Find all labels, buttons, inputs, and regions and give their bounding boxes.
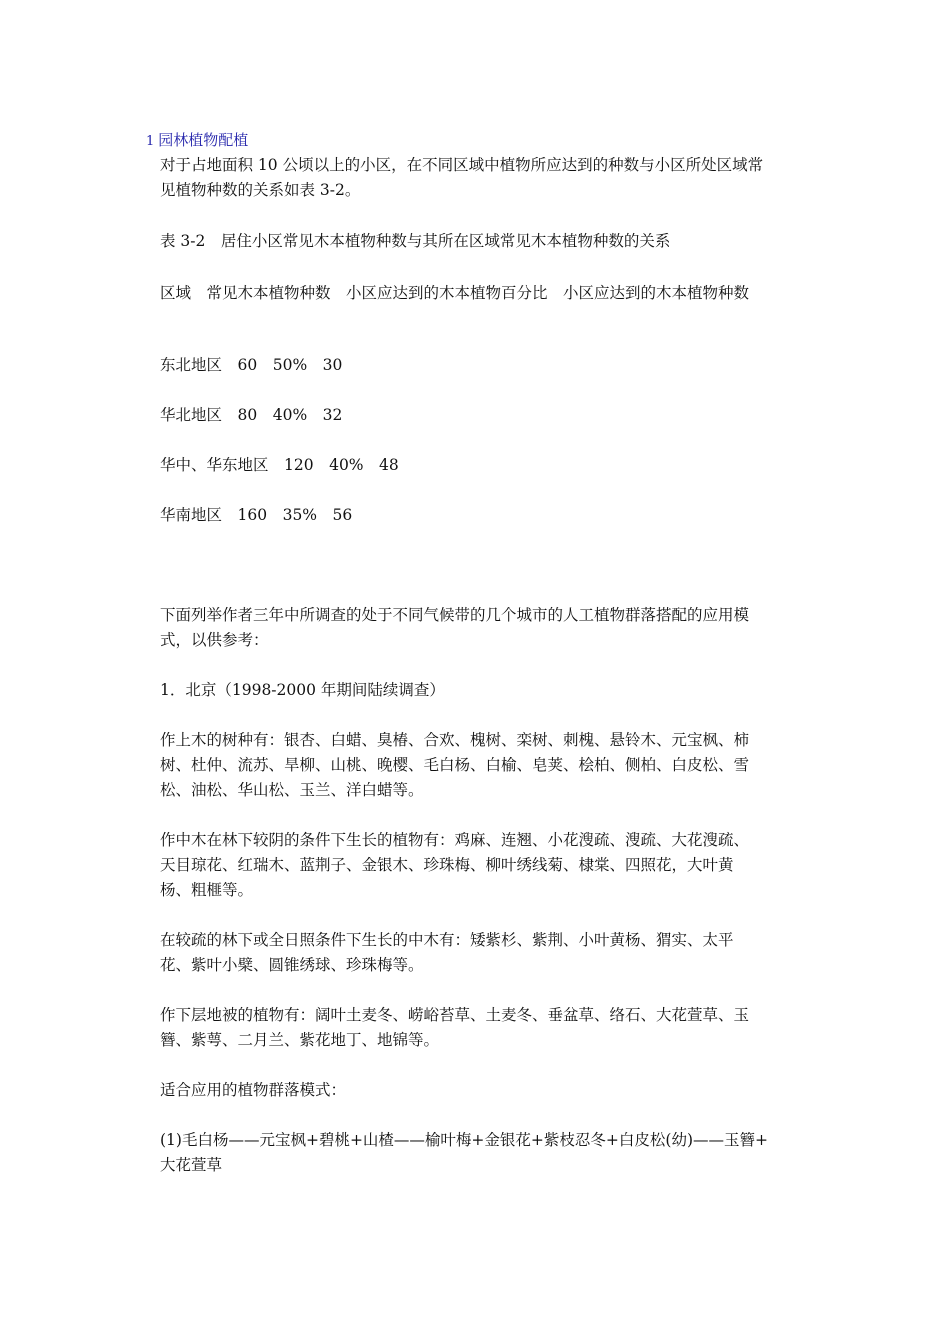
text-line: 簪、紫萼、二月兰、紫花地丁、地锦等。	[160, 1031, 440, 1049]
survey-intro-paragraph	[160, 603, 810, 653]
text-line: 在较疏的林下或全日照条件下生长的中木有：矮紫杉、紫荆、小叶黄杨、猬实、太平	[160, 931, 734, 949]
text-line: 式，以供参考：	[160, 631, 269, 649]
text-line: 表 3-2 居住小区常见木本植物种数与其所在区域常见木本植物种数的关系	[160, 232, 671, 250]
text-line: 东北地区 60 50% 30	[160, 356, 343, 374]
section-title: 园林植物配植	[158, 131, 249, 149]
groundcover-species	[160, 1003, 810, 1053]
text-line: 见植物种数的关系如表 3-2。	[160, 181, 361, 199]
middle-tree-sun	[160, 928, 810, 978]
table-row-northeast	[160, 353, 810, 378]
beijing-heading	[160, 678, 810, 703]
text-line: 天目琼花、红瑞木、蓝荆子、金银木、珍珠梅、柳叶绣线菊、棣棠、四照花，大叶黄	[160, 856, 734, 874]
table-row-central-east	[160, 453, 810, 478]
table-row-south	[160, 503, 810, 528]
text-line: 区域 常见木本植物种数 小区应达到的木本植物百分比 小区应达到的木本植物种数	[160, 284, 750, 302]
text-line: 大花萱草	[160, 1156, 223, 1174]
text-line: 华南地区 160 35% 56	[160, 506, 353, 524]
intro-paragraph	[160, 153, 810, 203]
section-heading	[146, 129, 248, 153]
text-line: 作下层地被的植物有：阔叶土麦冬、崂峪苔草、土麦冬、垂盆草、络石、大花萱草、玉	[160, 1006, 750, 1024]
text-line: 适合应用的植物群落模式：	[160, 1081, 347, 1099]
text-line: 对于占地面积 10 公顷以上的小区，在不同区域中植物所应达到的种数与小区所处区域常	[160, 156, 764, 174]
text-line: 树、杜仲、流苏、旱柳、山桃、晚樱、毛白杨、白榆、皂荚、桧柏、侧柏、白皮松、雪	[160, 756, 750, 774]
section-number: 1	[146, 134, 155, 149]
middle-tree-shade	[160, 828, 810, 903]
table-caption	[160, 229, 810, 254]
text-line: 作上木的树种有：银杏、白蜡、臭椿、合欢、槐树、栾树、刺槐、悬铃木、元宝枫、柿	[160, 731, 750, 749]
upper-tree-species	[160, 728, 810, 803]
text-line: 华中、华东地区 120 40% 48	[160, 456, 399, 474]
text-line: 杨、粗榧等。	[160, 881, 254, 899]
text-line: 作中木在林下较阴的条件下生长的植物有：鸡麻、连翘、小花溲疏、溲疏、大花溲疏、	[160, 831, 750, 849]
text-line: 华北地区 80 40% 32	[160, 406, 343, 424]
text-line: 下面列举作者三年中所调查的处于不同气候带的几个城市的人工植物群落搭配的应用模	[160, 606, 750, 624]
text-line: 松、油松、华山松、玉兰、洋白蜡等。	[160, 781, 424, 799]
table-header-row	[160, 281, 810, 306]
community-pattern-1	[160, 1128, 810, 1178]
text-line: (1)毛白杨——元宝枫+碧桃+山楂——榆叶梅+金银花+紫枝忍冬+白皮松(幼)——玉簪+	[160, 1131, 768, 1149]
text-line: 花、紫叶小檗、圆锥绣球、珍珠梅等。	[160, 956, 424, 974]
text-line: 1．北京（1998-2000 年期间陆续调查）	[160, 681, 445, 699]
table-row-north	[160, 403, 810, 428]
community-patterns-heading	[160, 1078, 810, 1103]
